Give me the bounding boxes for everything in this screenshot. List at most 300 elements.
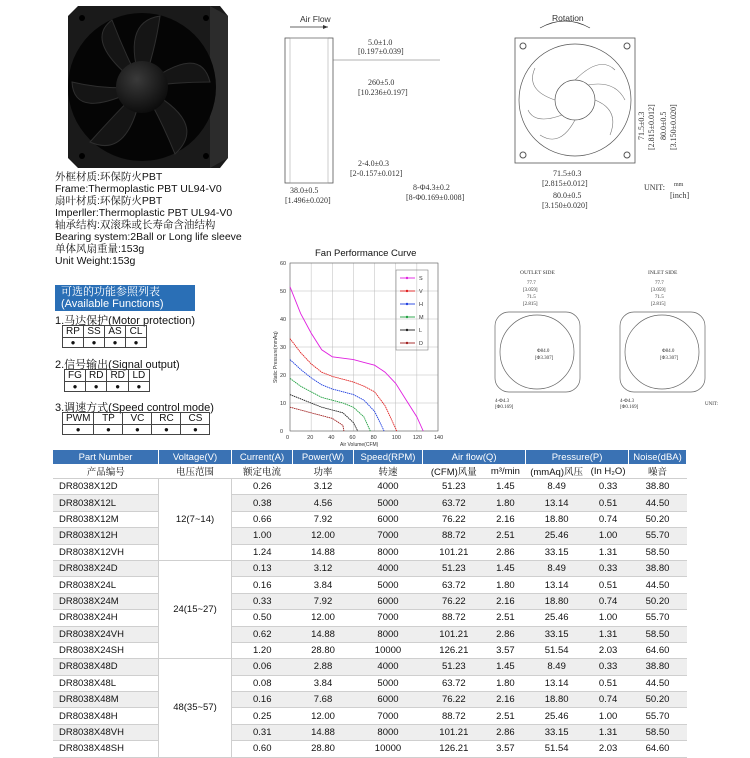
dim-text: 5.0±1.0	[368, 38, 393, 47]
code-cell: PWM	[63, 413, 94, 425]
table-cell: 44.50	[629, 577, 687, 593]
header-power: Power(W)	[293, 450, 354, 464]
table-cell: 51.23	[423, 659, 486, 675]
table-cell: 88.72	[423, 708, 486, 724]
dim-text: 2-4.0±0.3	[358, 159, 390, 168]
table-cell: 7000	[354, 610, 423, 626]
motor-protection-label: 1.马达保护(Motor protection)	[55, 315, 195, 327]
dim-text: [2.815]	[523, 302, 538, 307]
table-cell: 10000	[354, 741, 423, 757]
table-cell: 55.70	[629, 528, 687, 544]
functions-title	[55, 285, 195, 311]
mount-hole	[520, 152, 526, 158]
table-cell: 63.72	[423, 577, 486, 593]
part-number-cell: DR8038X24M	[53, 593, 159, 609]
table-cell: 0.62	[232, 626, 293, 642]
table-cell: 28.80	[293, 642, 354, 658]
dim-text: [2.815]	[651, 302, 666, 307]
table-cell: 1.80	[485, 675, 525, 691]
table-cell: 50.20	[629, 511, 687, 527]
table-cell: 38.80	[629, 560, 687, 576]
dim-text: [3.150±0.020]	[669, 104, 678, 150]
table-cell: 44.50	[629, 675, 687, 691]
table-cell: 18.80	[526, 692, 588, 708]
spec-line: Bearing system:2Ball or Long life sleeve	[55, 231, 242, 243]
table-cell: 64.60	[629, 642, 687, 658]
subheader-cell: (In H₂O)	[588, 464, 629, 479]
table-cell: 12.00	[293, 528, 354, 544]
table-cell: 0.66	[232, 511, 293, 527]
table-cell: 7.92	[293, 511, 354, 527]
subheader-cell: (CFM)风量	[423, 464, 486, 479]
y-tick-label: 60	[280, 261, 287, 267]
table-cell: 1.00	[588, 708, 629, 724]
header-speed: Speed(RPM)	[354, 450, 423, 464]
table-row	[53, 692, 687, 708]
legend-marker-H	[406, 303, 408, 305]
x-tick-label: 100	[391, 435, 401, 441]
dim-text: [2-0.157±0.012]	[350, 169, 403, 178]
dim-text: 38.0±0.5	[290, 186, 319, 195]
legend-label-V: V	[419, 289, 423, 295]
table-cell: 76.22	[423, 692, 486, 708]
table-row	[53, 626, 687, 642]
part-number-cell: DR8038X24D	[53, 560, 159, 576]
code-cell: VC	[123, 413, 152, 425]
outlet-side-drawing	[495, 270, 580, 410]
table-cell: 33.15	[526, 544, 588, 560]
part-number-cell: DR8038X24VH	[53, 626, 159, 642]
inlet-side-drawing	[620, 270, 718, 410]
table-cell: 0.26	[232, 479, 293, 495]
dim-text: 77.7	[655, 281, 664, 286]
table-cell: 1.00	[232, 528, 293, 544]
table-cell: 8000	[354, 626, 423, 642]
spec-line: 扇叶材质:环保防火PBT	[55, 195, 163, 207]
table-cell: 0.51	[588, 675, 629, 691]
airflow-label: Air Flow	[300, 14, 331, 24]
subheader-cell: (mmAq)风压	[526, 464, 588, 479]
dot-cell: ●	[181, 425, 210, 435]
table-cell: 2.16	[485, 692, 525, 708]
table-row	[53, 560, 687, 576]
table-cell: 8.49	[526, 479, 588, 495]
table-cell: 50.20	[629, 692, 687, 708]
table-cell: 1.80	[485, 577, 525, 593]
front-view-circle	[519, 44, 631, 156]
table-cell: 0.16	[232, 577, 293, 593]
code-cell: CS	[181, 413, 210, 425]
table-cell: 2.03	[588, 642, 629, 658]
y-tick-label: 0	[280, 429, 284, 435]
y-tick-label: 40	[280, 317, 287, 323]
table-cell: 3.57	[485, 642, 525, 658]
table-cell: 7.68	[293, 692, 354, 708]
y-tick-label: 50	[280, 289, 287, 295]
dimension-drawing	[270, 0, 750, 215]
front-view-frame	[515, 38, 635, 163]
code-cell: SS	[84, 326, 105, 338]
voltage-range-cell: 12(7~14)	[159, 479, 232, 561]
subheader-cell: 噪音	[629, 464, 687, 479]
dim-text: 71.5±0.3	[553, 169, 582, 178]
table-cell: 25.46	[526, 610, 588, 626]
y-tick-label: 30	[280, 345, 287, 351]
table-cell: 88.72	[423, 610, 486, 626]
table-cell: 1.45	[485, 659, 525, 675]
dim-text: [2.815±0.012]	[542, 179, 588, 188]
table-cell: 2.16	[485, 511, 525, 527]
dim-text: 77.7	[527, 281, 536, 286]
dim-text: 71.5	[655, 295, 664, 300]
part-number-cell: DR8038X12D	[53, 479, 159, 495]
table-cell: 2.03	[588, 741, 629, 757]
table-cell: 1.45	[485, 560, 525, 576]
table-cell: 18.80	[526, 593, 588, 609]
table-row	[53, 528, 687, 544]
subheader-cell: 产品编号	[53, 464, 159, 479]
mount-hole	[624, 152, 630, 158]
part-number-cell: DR8038X24L	[53, 577, 159, 593]
unit-bottom: [inch]	[670, 191, 690, 200]
table-cell: 0.74	[588, 692, 629, 708]
table-cell: 0.08	[232, 675, 293, 691]
table-cell: 0.50	[232, 610, 293, 626]
table-cell: 14.88	[293, 544, 354, 560]
table-header-row	[53, 450, 687, 464]
table-cell: 3.12	[293, 479, 354, 495]
x-tick-label: 60	[349, 435, 356, 441]
part-number-cell: DR8038X48H	[53, 708, 159, 724]
table-cell: 1.80	[485, 495, 525, 511]
dot-cell: ●	[123, 425, 152, 435]
table-cell: 64.60	[629, 741, 687, 757]
header-noise: Noise(dBA)	[629, 450, 687, 464]
table-cell: 0.38	[232, 495, 293, 511]
dot-cell: ●	[84, 338, 105, 348]
table-row	[53, 544, 687, 560]
table-cell: 58.50	[629, 626, 687, 642]
table-cell: 76.22	[423, 593, 486, 609]
table-cell: 2.16	[485, 593, 525, 609]
part-number-cell: DR8038X12H	[53, 528, 159, 544]
legend-label-D: D	[419, 341, 423, 347]
dim-text: 71.5±0.3	[637, 111, 646, 140]
subheader-cell: 功率	[293, 464, 354, 479]
table-row	[53, 741, 687, 757]
spec-line: 单体风扇重量:153g	[55, 243, 145, 255]
code-cell: LD	[128, 370, 149, 382]
table-cell: 1.20	[232, 642, 293, 658]
y-axis-label: Static Pressure(mmAq)	[273, 331, 279, 383]
table-cell: 0.74	[588, 593, 629, 609]
dot-cell: ●	[105, 338, 126, 348]
series-line-L	[290, 395, 358, 431]
table-cell: 0.33	[588, 560, 629, 576]
material-specs	[55, 171, 290, 267]
table-cell: 7.92	[293, 593, 354, 609]
x-tick-label: 40	[328, 435, 335, 441]
table-row	[53, 724, 687, 740]
front-view-hub	[555, 80, 595, 120]
table-cell: 0.31	[232, 724, 293, 740]
subheader-cell: 电压范围	[159, 464, 232, 479]
dim-text: [3.059]	[651, 288, 666, 293]
table-cell: 14.88	[293, 626, 354, 642]
table-cell: 0.51	[588, 495, 629, 511]
spec-line: Imperller:Thermoplastic PBT UL94-V0	[55, 207, 233, 219]
table-cell: 51.54	[526, 741, 588, 757]
table-row	[53, 577, 687, 593]
table-cell: 13.14	[526, 675, 588, 691]
dot-cell: ●	[107, 382, 128, 392]
table-cell: 76.22	[423, 511, 486, 527]
part-number-cell: DR8038X12M	[53, 511, 159, 527]
spec-line: 外框材质:环保防火PBT	[55, 171, 163, 183]
y-tick-label: 10	[280, 401, 287, 407]
subheader-cell: 额定电流	[232, 464, 293, 479]
dim-text: [0.197±0.039]	[358, 47, 404, 56]
subheader-cell: 转速	[354, 464, 423, 479]
table-cell: 8000	[354, 724, 423, 740]
mount-hole	[624, 43, 630, 49]
table-cell: 13.14	[526, 577, 588, 593]
table-cell: 63.72	[423, 675, 486, 691]
legend-label-L: L	[419, 328, 423, 334]
table-cell: 1.31	[588, 724, 629, 740]
table-cell: 0.60	[232, 741, 293, 757]
dot-cell: ●	[86, 382, 107, 392]
code-cell: CL	[126, 326, 147, 338]
table-cell: 88.72	[423, 528, 486, 544]
x-tick-label: 0	[286, 435, 290, 441]
table-row	[53, 593, 687, 609]
table-cell: 101.21	[423, 626, 486, 642]
table-cell: 0.33	[232, 593, 293, 609]
legend-label-H: H	[419, 302, 423, 308]
series-line-M	[290, 378, 370, 431]
table-cell: 51.23	[423, 479, 486, 495]
table-cell: 50.20	[629, 593, 687, 609]
y-tick-label: 20	[280, 373, 287, 379]
dot-cell: ●	[94, 425, 123, 435]
dim-text: 71.5	[527, 295, 536, 300]
dot-cell: ●	[63, 338, 84, 348]
table-body	[53, 479, 687, 758]
dim-text: 80.0±0.5	[553, 191, 582, 200]
table-cell: 8.49	[526, 560, 588, 576]
x-tick-label: 120	[412, 435, 423, 441]
functions-title-cn: 可选的功能参照列表	[61, 286, 160, 298]
front-view-blades	[528, 64, 625, 139]
table-cell: 51.54	[526, 642, 588, 658]
code-cell: AS	[105, 326, 126, 338]
header-current: Current(A)	[232, 450, 293, 464]
dim-text: [8-Φ0.169±0.008]	[406, 193, 465, 202]
table-cell: 38.80	[629, 479, 687, 495]
part-number-cell: DR8038X24SH	[53, 642, 159, 658]
part-number-cell: DR8038X48SH	[53, 741, 159, 757]
mount-hole	[520, 43, 526, 49]
table-cell: 4000	[354, 479, 423, 495]
airflow-arrow-head	[323, 25, 328, 29]
table-cell: 63.72	[423, 495, 486, 511]
table-cell: 2.51	[485, 610, 525, 626]
dot-cell: ●	[65, 382, 86, 392]
table-row	[53, 659, 687, 675]
table-cell: 3.84	[293, 577, 354, 593]
dim-text: [Φ0.169]	[620, 405, 639, 410]
motor-protection-codes	[62, 325, 147, 348]
series-line-S	[290, 287, 423, 431]
rotation-label: Rotation	[552, 13, 584, 23]
code-cell: TP	[94, 413, 123, 425]
table-cell: 10000	[354, 642, 423, 658]
table-cell: 5000	[354, 495, 423, 511]
unit-label: UNIT:	[705, 402, 719, 407]
dim-text: [Φ0.169]	[495, 405, 514, 410]
x-tick-label: 80	[370, 435, 377, 441]
unit-label: UNIT:	[644, 183, 665, 192]
legend-marker-D	[406, 342, 408, 344]
table-cell: 5000	[354, 577, 423, 593]
part-number-cell: DR8038X48L	[53, 675, 159, 691]
table-cell: 55.70	[629, 708, 687, 724]
side-view-drawings	[465, 262, 740, 412]
legend-marker-L	[406, 329, 408, 331]
part-number-cell: DR8038X48VH	[53, 724, 159, 740]
table-cell: 12.00	[293, 610, 354, 626]
table-cell: 3.84	[293, 675, 354, 691]
table-row	[53, 610, 687, 626]
functions-title-en: (Available Functions)	[61, 298, 164, 310]
table-cell: 4000	[354, 560, 423, 576]
side-view-inner	[290, 38, 328, 183]
table-cell: 6000	[354, 511, 423, 527]
table-cell: 0.33	[588, 479, 629, 495]
table-cell: 4000	[354, 659, 423, 675]
legend-label-S: S	[419, 276, 423, 282]
table-row	[53, 675, 687, 691]
table-cell: 2.86	[485, 724, 525, 740]
table-cell: 33.15	[526, 626, 588, 642]
code-cell: RC	[152, 413, 181, 425]
table-row	[53, 479, 687, 495]
table-cell: 14.88	[293, 724, 354, 740]
table-cell: 0.25	[232, 708, 293, 724]
speed-control-label: 3.调速方式(Speed control mode)	[55, 402, 214, 414]
table-cell: 3.57	[485, 741, 525, 757]
dot-cell: ●	[152, 425, 181, 435]
part-number-cell: DR8038X48D	[53, 659, 159, 675]
dim-text: 4-Φ4.3	[495, 399, 510, 404]
table-cell: 0.16	[232, 692, 293, 708]
dim-text: [2.815±0.012]	[647, 104, 656, 150]
side-view-frame	[285, 38, 333, 183]
table-cell: 25.46	[526, 708, 588, 724]
inlet-label: INLET SIDE	[648, 270, 678, 276]
table-cell: 0.13	[232, 560, 293, 576]
table-cell: 1.45	[485, 479, 525, 495]
table-cell: 6000	[354, 593, 423, 609]
table-cell: 1.00	[588, 528, 629, 544]
signal-output-label: 2.信号输出(Signal output)	[55, 359, 180, 371]
table-cell: 3.12	[293, 560, 354, 576]
table-cell: 7000	[354, 528, 423, 544]
dim-text: 4-Φ4.3	[620, 399, 635, 404]
dim-text: Φ84.0	[537, 349, 550, 354]
table-cell: 7000	[354, 708, 423, 724]
table-cell: 58.50	[629, 544, 687, 560]
table-cell: 13.14	[526, 495, 588, 511]
spec-line: 轴承结构:双滚珠或长寿命含油结构	[55, 219, 216, 231]
table-cell: 0.06	[232, 659, 293, 675]
speed-control-codes	[62, 412, 210, 435]
signal-output-codes	[64, 369, 150, 392]
table-cell: 101.21	[423, 544, 486, 560]
series-line-V	[290, 339, 397, 431]
table-cell: 8000	[354, 544, 423, 560]
table-cell: 28.80	[293, 741, 354, 757]
part-number-cell: DR8038X12VH	[53, 544, 159, 560]
code-cell: FG	[65, 370, 86, 382]
table-row	[53, 511, 687, 527]
x-tick-label: 140	[434, 435, 444, 441]
part-number-cell: DR8038X48M	[53, 692, 159, 708]
series-line-H	[290, 360, 384, 431]
dot-cell: ●	[126, 338, 147, 348]
fan-product-photo	[60, 2, 230, 170]
dim-text: [3.150±0.020]	[542, 201, 588, 210]
plot-area	[280, 261, 443, 441]
table-cell: 1.31	[588, 626, 629, 642]
code-cell: RD	[107, 370, 128, 382]
table-cell: 0.51	[588, 577, 629, 593]
header-voltage: Voltage(V)	[159, 450, 232, 464]
table-row	[53, 708, 687, 724]
legend-label-M: M	[419, 315, 424, 321]
unit-top: mm	[674, 182, 684, 188]
table-cell: 4.56	[293, 495, 354, 511]
table-cell: 2.51	[485, 528, 525, 544]
spec-line: Frame:Thermoplastic PBT UL94-V0	[55, 183, 222, 195]
table-cell: 6000	[354, 692, 423, 708]
dim-text: Φ84.0	[662, 349, 675, 354]
legend-box	[396, 270, 428, 350]
code-cell: RD	[86, 370, 107, 382]
table-cell: 25.46	[526, 528, 588, 544]
table-cell: 5000	[354, 675, 423, 691]
chart-title: Fan Performance Curve	[315, 248, 417, 259]
table-cell: 38.80	[629, 659, 687, 675]
x-tick-label: 20	[307, 435, 314, 441]
dim-text: 80.0±0.5	[659, 111, 668, 140]
code-cell: RP	[63, 326, 84, 338]
dot-cell: ●	[128, 382, 149, 392]
header-pressure: Pressure(P)	[526, 450, 629, 464]
legend-marker-M	[406, 316, 408, 318]
table-cell: 2.86	[485, 544, 525, 560]
legend-marker-S	[406, 277, 408, 279]
table-cell: 55.70	[629, 610, 687, 626]
dim-text: [Φ3.307]	[535, 356, 554, 361]
outlet-label: OUTLET SIDE	[520, 270, 555, 276]
table-cell: 2.51	[485, 708, 525, 724]
dim-text: [3.059]	[523, 288, 538, 293]
table-cell: 2.86	[485, 626, 525, 642]
table-cell: 1.00	[588, 610, 629, 626]
table-cell: 1.31	[588, 544, 629, 560]
